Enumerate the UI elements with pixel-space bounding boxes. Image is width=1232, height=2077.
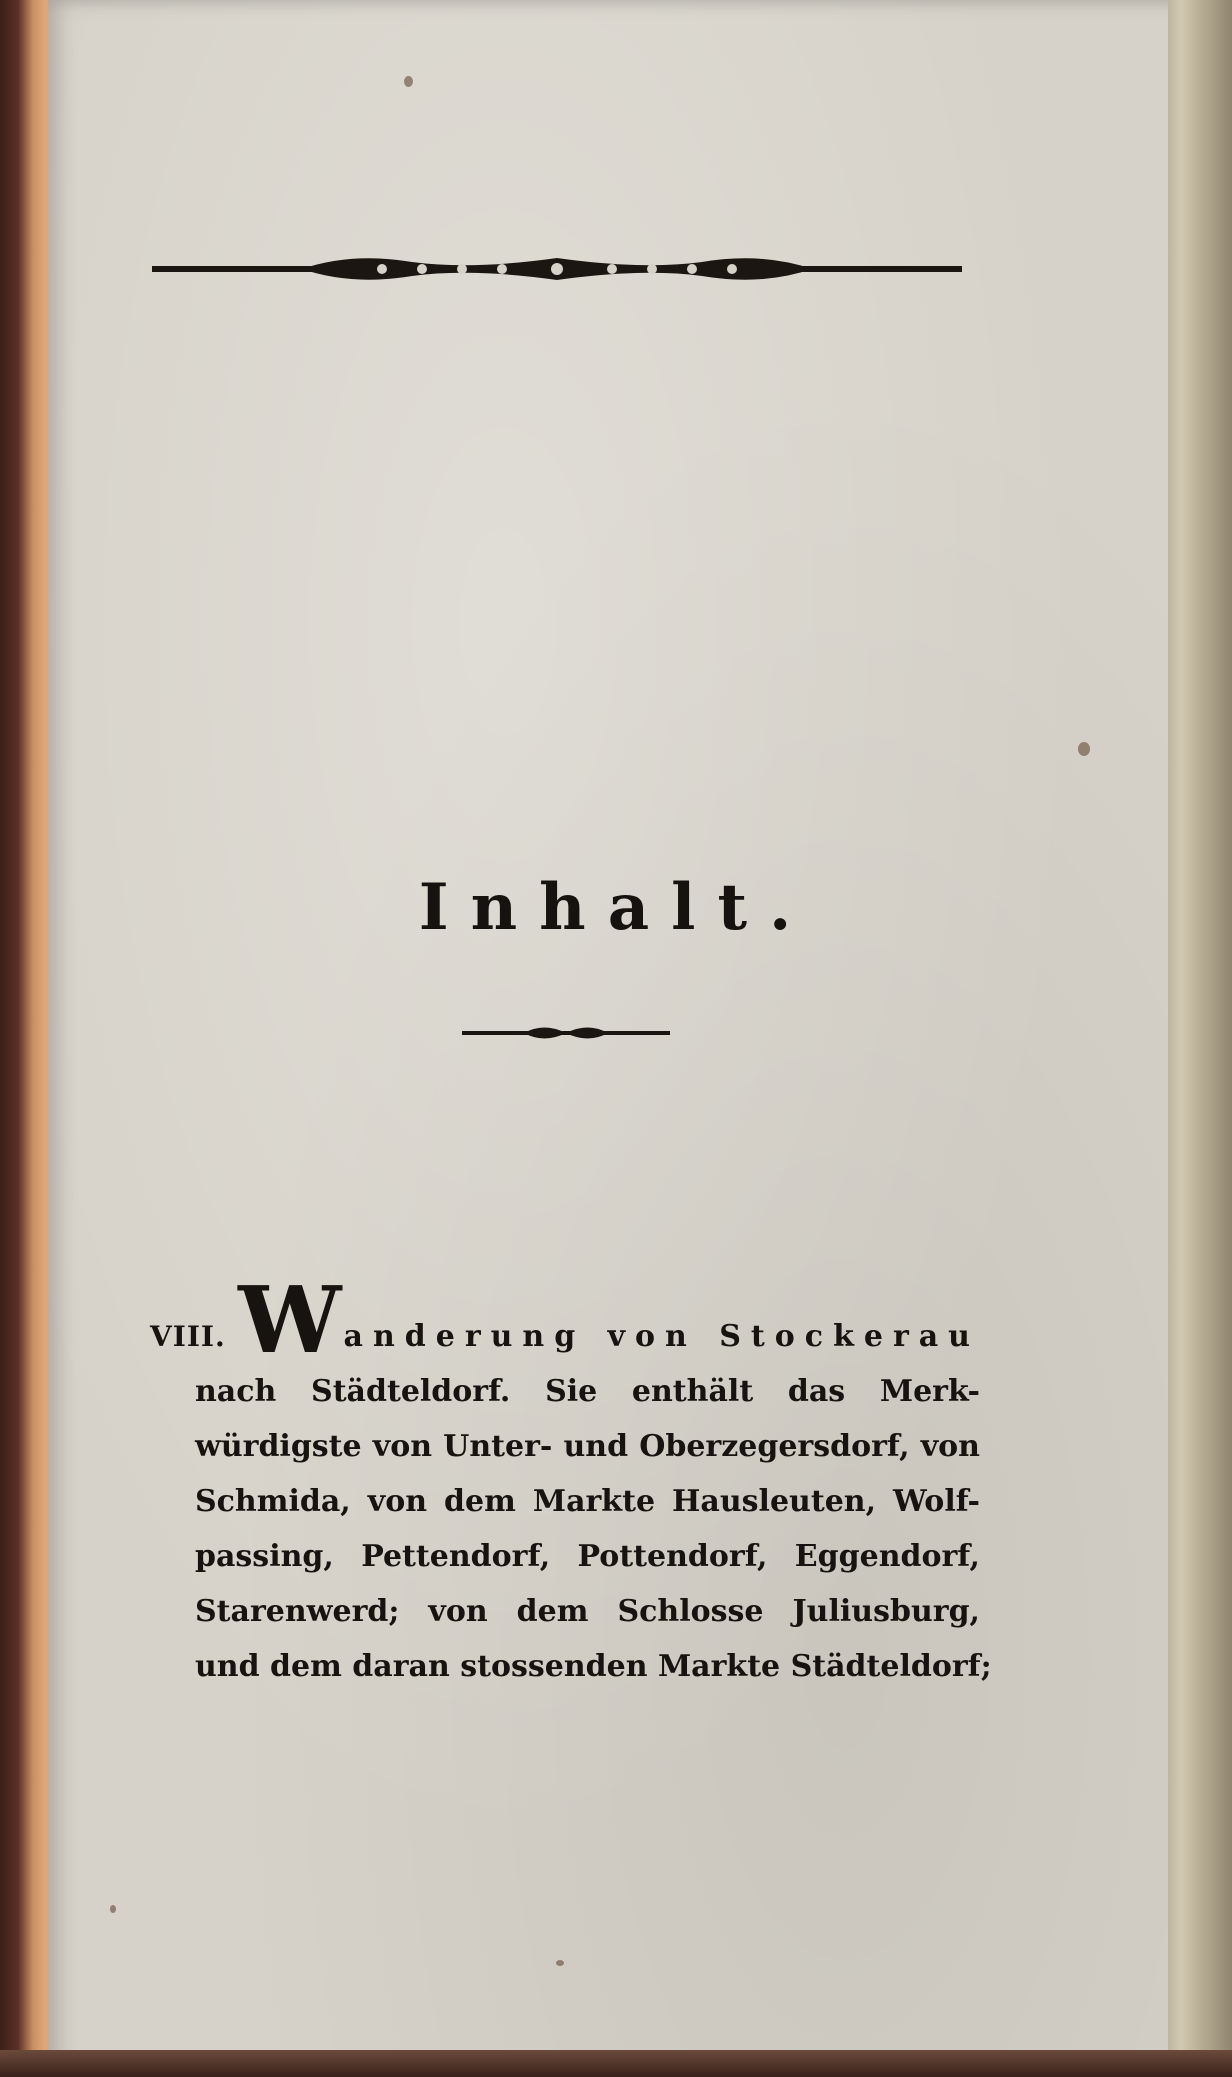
book-cover-bottom xyxy=(0,2050,1232,2077)
page-title: Inhalt. xyxy=(418,870,814,945)
contents-entry xyxy=(150,1266,992,1694)
entry-first-line xyxy=(150,1266,980,1374)
entry-line: passing, Pettendorf, Pottendorf, Eggendorf, xyxy=(195,1539,980,1574)
paper-stain xyxy=(1078,742,1090,756)
entry-line: nach Städteldorf. Sie enthält das Merk- xyxy=(195,1374,980,1409)
page-edge-right xyxy=(1168,0,1232,2077)
entry-line: Starenwerd; von dem Schlosse Juliusburg, xyxy=(195,1594,980,1629)
entry-number: VIII. xyxy=(150,1320,226,1353)
entry-line: würdigste von Unter- und Oberzegersdorf, von xyxy=(195,1429,980,1464)
entry-line: und dem daran stossenden Markte Städteldorf; xyxy=(195,1649,992,1684)
paper-stain xyxy=(404,76,413,87)
decorative-divider-ornament xyxy=(462,1018,670,1048)
paper-stain xyxy=(110,1905,116,1913)
drop-cap: W xyxy=(238,1266,342,1374)
entry-line: Schmida, von dem Markte Hausleuten, Wolf- xyxy=(195,1484,980,1519)
entry-line-text: anderung von Stockerau xyxy=(343,1319,980,1354)
paper-stain xyxy=(556,1960,564,1966)
decorative-rule-ornament xyxy=(152,244,962,294)
